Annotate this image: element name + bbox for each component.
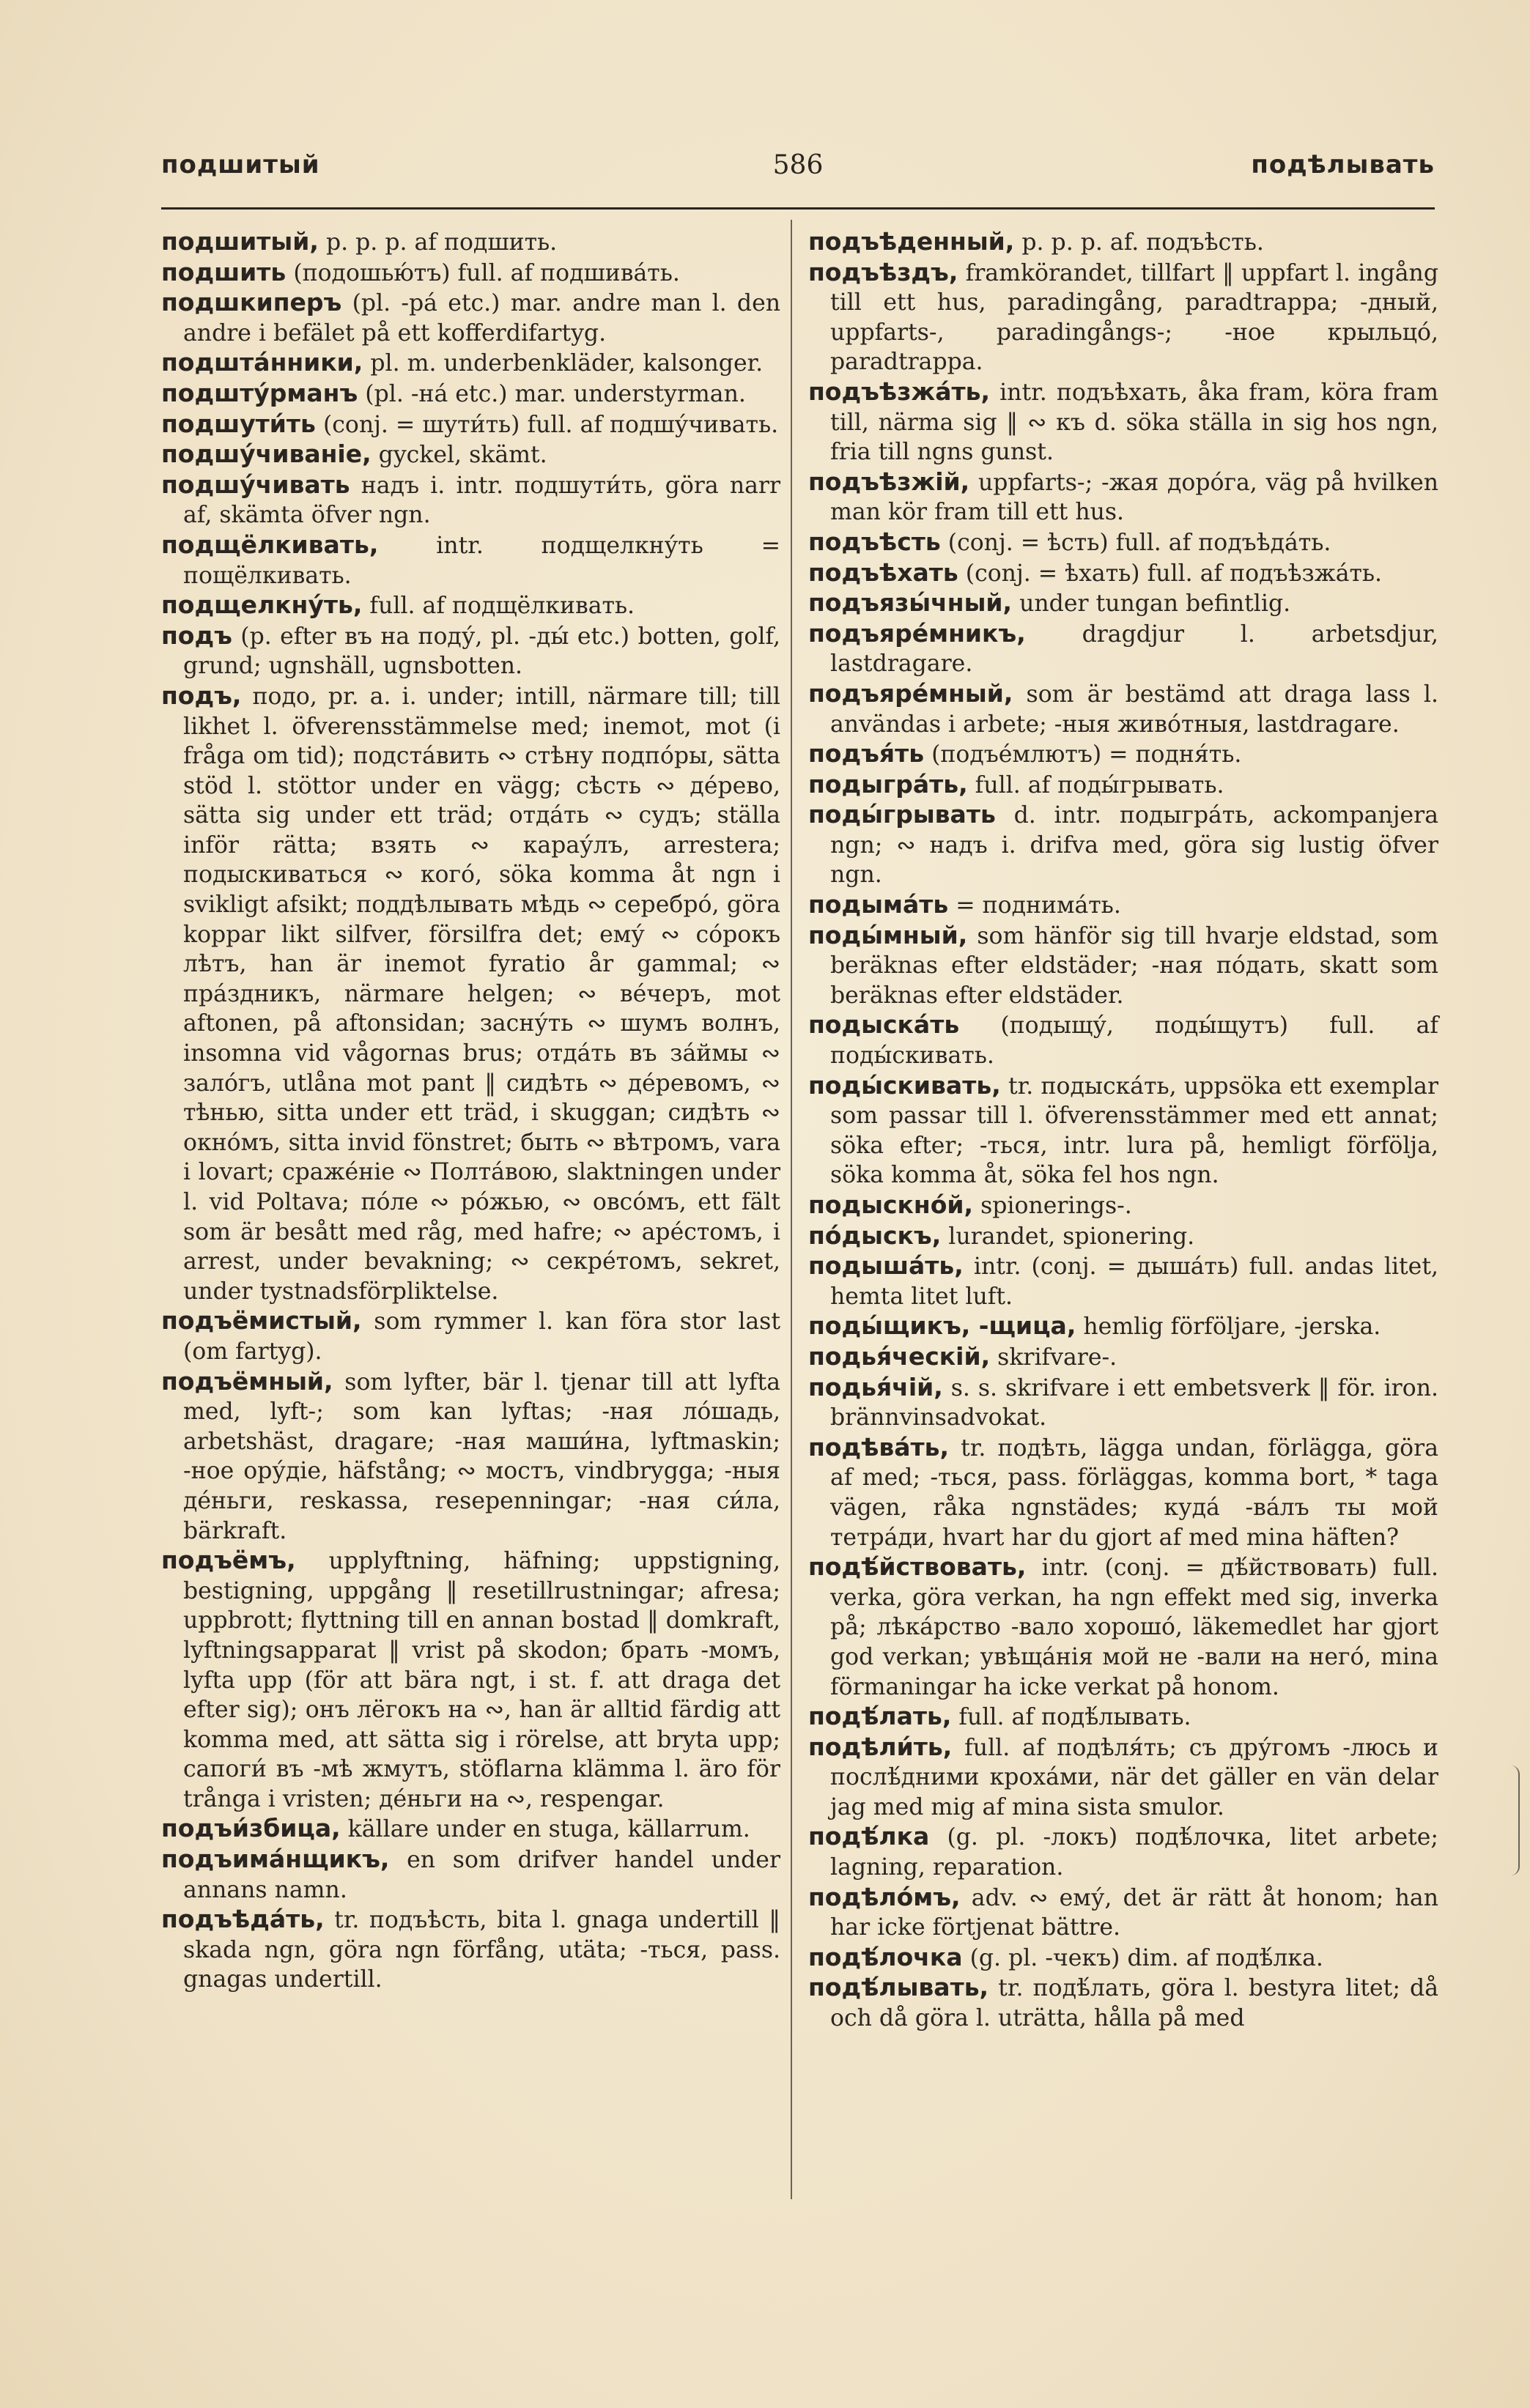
entry-headword: подъѣденный, bbox=[808, 227, 1015, 256]
dictionary-entry bbox=[161, 530, 780, 590]
header-rule bbox=[161, 207, 1435, 210]
entry-headword: подшитый, bbox=[161, 227, 319, 256]
entry-headword: по́дыскъ, bbox=[808, 1220, 942, 1250]
entry-headword: подшу́чиваніе, bbox=[161, 440, 372, 469]
entry-definition: (подыщу́, поды́щутъ) full. af поды́скивать. bbox=[830, 1012, 1439, 1070]
entry-headword: подыскно́й, bbox=[808, 1190, 974, 1219]
entry-definition: dragdjur l. arbetsdjur, lastdragare. bbox=[830, 620, 1438, 678]
dictionary-entry bbox=[808, 1973, 1438, 2033]
entry-headword: подъѣхать bbox=[808, 557, 958, 587]
dictionary-entry bbox=[808, 739, 1438, 770]
dictionary-entry bbox=[808, 1342, 1438, 1373]
entry-headword: подѣ́лывать, bbox=[808, 1973, 989, 2002]
entry-definition: (conj. = шути́ть) full. af подшу́чивать. bbox=[322, 411, 779, 438]
entry-definition: lurandet, spionering. bbox=[948, 1223, 1195, 1250]
dictionary-entry bbox=[808, 1943, 1438, 1974]
entry-definition: som är bestämd att draga lass l. användas i arbete; -ныя живо́тныя, lastdragare. bbox=[830, 681, 1438, 738]
dictionary-entry bbox=[808, 377, 1438, 467]
dictionary-entry bbox=[808, 1433, 1438, 1552]
entry-definition: (conj. = ѣсть) full. af подъѣда́ть. bbox=[947, 529, 1331, 556]
entry-headword: подшить bbox=[161, 257, 287, 286]
dictionary-entry bbox=[808, 1822, 1438, 1882]
dictionary-entry bbox=[808, 1071, 1438, 1190]
entry-definition: (pl. -ра́ etc.) mar. andre man l. den andre i befälet på ett kofferdifartyg. bbox=[183, 290, 781, 347]
entry-definition: intr. подщелкну́ть = пощёлкивать. bbox=[183, 532, 780, 589]
entry-definition: подо, pr. a. i. under; intill, närmare till; till likhet l. öfverensstämmelse med; inemot, mot (i fråga om tid); подста́вить ∾ стѣну подпо́ры, sätta stöd l. stöttor under en vägg; сѣсть ∾ де́рево, sätta sig under ett träd; отда́ть ∾ судъ; ställa inför rätta; взять ∾ карау́лъ, arrestera; подыскиваться ∾ кого́, söka komma åt ngn i svikligt afsikt; поддѣлывать мѣдь ∾ серебро́, göra koppar likt silfver, försilfra det; ему́ ∾ со́рокъ лѣтъ, han är inemot fyratio år gammal; ∾ пра́здникъ, närmare helgen; ∾ ве́черъ, mot aftonen, på aftonsidan; засну́ть ∾ шумъ волнъ, insomna vid vågornas brus; отда́ть въ за́ймы ∾ зало́гъ, utlåna mot pant ‖ сидѣть ∾ де́ревомъ, ∾ тѣнью, sitta under ett träd, i skuggan; сидѣть ∾ окно́мъ, sitta invid fönstret; быть ∾ вѣтромъ, vara i lovart; сраже́ніе ∾ Полта́вою, slaktningen under l. vid Poltava; по́ле ∾ ро́жью, ∾ овсо́мъ, ett fält som är besått med råg, med hafre; ∾ аре́стомъ, i arrest, under bevakning; ∾ секре́томъ, sekret, under tystnadsförpliktelse. bbox=[183, 683, 781, 1305]
entry-headword: подъяре́мный, bbox=[808, 678, 1013, 708]
dictionary-entry bbox=[161, 470, 780, 530]
entry-headword: подъи́збица, bbox=[161, 1814, 341, 1843]
dictionary-entry bbox=[161, 1814, 780, 1845]
dictionary-entry bbox=[161, 1905, 780, 1995]
entry-headword: подшути́ть bbox=[161, 409, 316, 438]
left-column bbox=[161, 227, 780, 1995]
entry-headword: поды́грывать bbox=[808, 800, 996, 829]
dictionary-entry bbox=[808, 1883, 1438, 1943]
entry-headword: подья́ческій, bbox=[808, 1341, 991, 1371]
entry-headword: подъ, bbox=[161, 681, 242, 710]
dictionary-entry bbox=[161, 288, 780, 348]
entry-headword: подъя́ть bbox=[808, 739, 925, 768]
entry-headword: подъѣда́ть, bbox=[161, 1905, 325, 1934]
dictionary-entry bbox=[808, 558, 1438, 589]
entry-headword: подья́чій, bbox=[808, 1372, 943, 1401]
dictionary-entry bbox=[161, 1367, 780, 1546]
entry-headword: подѣ́йствовать, bbox=[808, 1552, 1027, 1582]
entry-definition: tr. подъѣсть, bita l. gnaga undertill ‖ skada ngn, göra ngn förfång, utäta; -ться, pass. gnagas undertill. bbox=[183, 1907, 781, 1993]
entry-definition: skrifvare-. bbox=[997, 1344, 1117, 1371]
entry-headword: подшту́рманъ bbox=[161, 378, 358, 407]
entry-headword: подъѣсть bbox=[808, 527, 941, 556]
entry-definition: (подошью́тъ) full. af подшива́ть. bbox=[293, 259, 680, 286]
entry-definition: en som drifver handel under annans namn. bbox=[183, 1847, 781, 1903]
entry-headword: подщелкну́ть, bbox=[161, 590, 363, 620]
entry-definition: pl. m. underbenkläder, kalsonger. bbox=[370, 350, 764, 377]
dictionary-entry bbox=[161, 348, 780, 379]
entry-headword: поды́щикъ, -щица, bbox=[808, 1311, 1076, 1341]
entry-definition: full. af подѣ́лывать. bbox=[958, 1704, 1191, 1731]
dictionary-entry bbox=[808, 770, 1438, 801]
dictionary-entry bbox=[808, 800, 1438, 890]
entry-headword: подщёлкивать, bbox=[161, 530, 379, 559]
dictionary-entry bbox=[161, 621, 780, 681]
entry-headword: подъѣзжій, bbox=[808, 467, 970, 496]
dictionary-entry bbox=[808, 1221, 1438, 1252]
entry-definition: spionerings-. bbox=[980, 1193, 1132, 1219]
dictionary-entry bbox=[808, 527, 1438, 558]
entry-definition: adv. ∾ ему́, det är rätt åt honom; han har icke förtjenat bättre. bbox=[830, 1884, 1438, 1941]
right-column bbox=[808, 227, 1438, 2034]
dictionary-entry bbox=[808, 1251, 1438, 1311]
entry-headword: подъѣздъ, bbox=[808, 257, 958, 286]
entry-definition: (p. efter въ на поду́, pl. -ды́ etc.) botten, golf, grund; ugnshäll, ugnsbotten. bbox=[183, 623, 780, 680]
entry-definition: tr. подѣ́лать, göra l. bestyra litet; då och då göra l. uträtta, hålla på med bbox=[830, 1975, 1439, 2032]
dictionary-entry bbox=[808, 1311, 1438, 1342]
entry-headword: подыма́ть bbox=[808, 890, 949, 919]
dictionary-entry bbox=[808, 1190, 1438, 1221]
entry-headword: подыгра́ть, bbox=[808, 769, 968, 799]
entry-headword: подъязы́чный, bbox=[808, 588, 1013, 618]
entry-definition: intr. (conj. = дѣ́йствовать) full. verka, göra verkan, ha ngn effekt med sig, inverka på; лѣка́рство -вало хорошо́, läkemedlet har gjort god verkan; увѣща́нія мой не -вали на него́, mina förmaningar ha icke verkat på honom. bbox=[830, 1555, 1438, 1700]
entry-definition: upplyftning, häfning; uppstigning, bestigning, uppgång ‖ resetillrustningar; afresa; uppbrott; flyttning till en annan bostad ‖ domkraft, lyftningsapparat ‖ vrist på skodon; брать -момъ, lyfta upp (för att bära ngt, i st. f. att draga det efter sig); онъ лёгокъ на ∾, han är alltid färdig att komma med, att sätta sig i rörelse, att bryta upp; сапоги́ въ -мѣ жмутъ, stöflarna klämma l. äro för trånga i vristen; де́ньги на ∾, respengar. bbox=[183, 1548, 780, 1812]
entry-headword: подъёмный, bbox=[161, 1366, 333, 1396]
entry-definition: gyckel, skämt. bbox=[378, 442, 547, 469]
dictionary-entry bbox=[161, 440, 780, 470]
dictionary-entry bbox=[161, 590, 780, 621]
running-head-left: подшитый bbox=[161, 150, 320, 179]
entry-headword: подыска́ть bbox=[808, 1010, 960, 1040]
entry-definition: (подъе́млютъ) = подня́ть. bbox=[931, 741, 1242, 768]
entry-definition: (pl. -на́ etc.) mar. understyrman. bbox=[365, 380, 746, 407]
entry-definition: intr. (conj. = дыша́ть) full. andas litet, hemta litet luft. bbox=[830, 1253, 1438, 1310]
entry-headword: подшта́нники, bbox=[161, 348, 363, 377]
entry-definition: som rymmer l. kan föra stor last (om fartyg). bbox=[183, 1308, 780, 1365]
dictionary-entry bbox=[808, 1733, 1438, 1823]
entry-definition: hemlig förföljare, -jerska. bbox=[1083, 1314, 1381, 1341]
entry-headword: поды́скивать, bbox=[808, 1070, 1001, 1100]
page-header bbox=[161, 150, 1435, 194]
dictionary-entry bbox=[161, 681, 780, 1306]
entry-headword: подъяре́мникъ, bbox=[808, 618, 1026, 648]
entry-definition: full. af поды́грывать. bbox=[975, 771, 1224, 799]
entry-headword: подъ bbox=[161, 620, 232, 650]
entry-definition: tr. подыска́ть, uppsöka ett exemplar som passar till l. öfverensstämmer med ett annat; söka efter; -ться, intr. lura på, hemligt förfölja, söka komma åt, söka fel hos ngn. bbox=[830, 1073, 1438, 1189]
dictionary-entry bbox=[808, 588, 1438, 619]
dictionary-entry bbox=[161, 227, 780, 258]
dictionary-entry bbox=[808, 1702, 1438, 1733]
entry-headword: подъима́нщикъ, bbox=[161, 1845, 390, 1874]
dictionary-entry bbox=[161, 1546, 780, 1814]
dictionary-entry bbox=[808, 890, 1438, 921]
dictionary-entry bbox=[808, 258, 1438, 377]
dictionary-entry bbox=[808, 467, 1438, 527]
margin-bracket bbox=[1511, 1766, 1520, 1875]
entry-headword: подъѣзжа́ть, bbox=[808, 377, 991, 406]
entry-headword: поды́мный, bbox=[808, 920, 968, 949]
dictionary-entry bbox=[161, 1306, 780, 1366]
dictionary-entry bbox=[161, 258, 780, 289]
dictionary-entry bbox=[808, 1010, 1438, 1070]
dictionary-entry bbox=[808, 921, 1438, 1011]
entry-definition: källare under en stuga, källarrum. bbox=[347, 1816, 750, 1843]
dictionary-entry bbox=[808, 1552, 1438, 1702]
entry-headword: подѣ́лать, bbox=[808, 1702, 952, 1731]
dictionary-entry bbox=[161, 410, 780, 440]
dictionary-entry bbox=[808, 619, 1438, 679]
entry-definition: s. s. skrifvare i ett embetsverk ‖ för. iron. brännvinsadvokat. bbox=[830, 1374, 1438, 1431]
entry-definition: intr. подъѣхать, åka fram, köra fram till, närma sig ‖ ∾ къ d. söka ställa in sig hos ngn, fria till ngns gunst. bbox=[830, 379, 1438, 466]
entry-definition: d. intr. подыгра́ть, ackompanjera ngn; ∾ надъ i. drifva med, göra sig lustig öfver ngn. bbox=[830, 802, 1439, 889]
dictionary-entry bbox=[161, 379, 780, 410]
entry-definition: tr. подѣть, lägga undan, förlägga, göra af med; -ться, pass. förläggas, komma bort, * taga vägen, råka ngnstädes; куда́ -ва́лъ ты мой тетра́ди, hvart har du gjort af med mina häften? bbox=[830, 1434, 1438, 1551]
entry-definition: framkörandet, tillfart ‖ uppfart l. ingång till ett hus, paradingång, paradtrappa; -дный, uppfarts-, paradingångs-; -ное крыльцо́, paradtrappa. bbox=[830, 259, 1438, 376]
entry-definition: (conj. = ѣхать) full. af подъѣзжа́ть. bbox=[965, 560, 1383, 587]
entry-definition: надъ i. intr. подшути́ть, göra narr af, skämta öfver ngn. bbox=[183, 472, 780, 529]
entry-definition: p. p. p. af подшить. bbox=[325, 229, 558, 256]
entry-definition: (g. pl. -чекъ) dim. af подѣ́лка. bbox=[969, 1944, 1323, 1971]
dictionary-entry bbox=[808, 1373, 1438, 1433]
entry-definition: full. af подщёлкивать. bbox=[369, 593, 635, 620]
entry-definition: = поднима́ть. bbox=[956, 892, 1121, 919]
entry-definition: p. p. p. af. подъѣсть. bbox=[1021, 229, 1264, 256]
entry-headword: подѣло́мъ, bbox=[808, 1882, 961, 1911]
entry-definition: under tungan befintlig. bbox=[1019, 590, 1291, 618]
entry-definition: som lyfter, bär l. tjenar till att lyfta med, lyft-; som kan lyftas; -ная ло́шадь, arbetshäst, dragare; -ная маши́на, lyftmaskin; -ное ору́діе, häfstång; ∾ мостъ, vindbrygga; -ныя де́ньги, reskassa, resepenningar; -ная си́ла, bärkraft. bbox=[183, 1368, 780, 1544]
entry-headword: подѣва́ть, bbox=[808, 1432, 950, 1462]
entry-headword: подъёмистый, bbox=[161, 1306, 362, 1335]
dictionary-entry bbox=[808, 679, 1438, 739]
dictionary-entry bbox=[161, 1845, 780, 1905]
entry-definition: uppfarts-; -жая доро́га, väg på hvilken man kör fram till ett hus. bbox=[830, 469, 1439, 526]
page-number: 586 bbox=[772, 150, 824, 180]
entry-headword: подѣ́лка bbox=[808, 1822, 930, 1851]
entry-definition: full. af подѣля́ть; съ дру́гомъ -люсь и послѣ́дними крохáми, när det gäller en vän delar jag med mig af mina sista smulor. bbox=[830, 1734, 1439, 1820]
entry-headword: подшкиперъ bbox=[161, 288, 342, 317]
entry-headword: подѣли́ть, bbox=[808, 1732, 953, 1761]
column-divider bbox=[791, 220, 792, 2199]
running-head-right: подѣлывать bbox=[1251, 150, 1435, 179]
entry-headword: подъёмъ, bbox=[161, 1546, 296, 1575]
dictionary-entry bbox=[808, 227, 1438, 258]
entry-headword: подшу́чивать bbox=[161, 470, 350, 499]
entry-headword: подѣ́лочка bbox=[808, 1942, 963, 1971]
entry-headword: подыша́ть, bbox=[808, 1251, 964, 1281]
entry-definition: som hänför sig till hvarje eldstad, som beräknas efter eldstäder; -ная по́дать, skatt som beräknas efter eldstäder. bbox=[830, 922, 1438, 1009]
entry-definition: (g. pl. -локъ) подѣ́лочка, litet arbete; lagning, reparation. bbox=[830, 1824, 1438, 1881]
